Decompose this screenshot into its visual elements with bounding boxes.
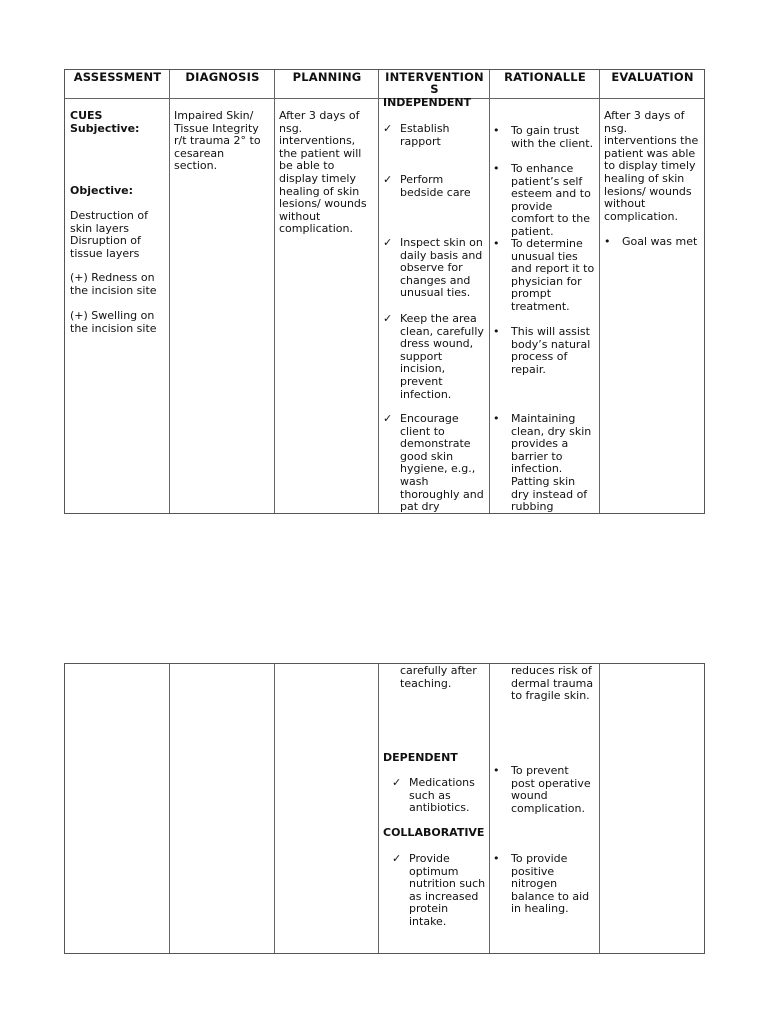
intervention-line: Keep the area [400, 312, 477, 325]
rationale-line: Maintaining [511, 412, 576, 425]
rationale-item [493, 326, 598, 376]
intervention-line: daily basis and [400, 248, 483, 262]
rationale-line: balance to aid [511, 889, 590, 903]
rationale-item [493, 163, 598, 239]
intervention-line: support [400, 349, 443, 363]
planning-line: the patient will [279, 146, 362, 160]
care-plan-table-page2 [64, 663, 705, 954]
bullet-icon: • [493, 764, 500, 777]
rationale-line: To prevent [511, 764, 569, 777]
check-icon: ✓ [383, 173, 393, 186]
intervention-item [383, 413, 488, 514]
bullet-icon: • [493, 237, 500, 250]
header-rationale: RATIONALLE [504, 70, 586, 84]
rationale-line: process of [511, 350, 568, 364]
rationale-line: body’s natural [511, 337, 591, 351]
objective-label: Objective: [70, 184, 134, 197]
rationale-line: complication. [511, 801, 585, 815]
diagnosis-line: section. [174, 159, 218, 173]
rationale-item [493, 125, 598, 150]
intervention-line: carefully after [400, 664, 477, 677]
rationale-line: dry instead of [511, 487, 588, 501]
rationale-line: To provide [511, 852, 568, 865]
intervention-line: bedside care [400, 185, 471, 199]
intervention-item [392, 777, 488, 815]
intervention-line: clean, carefully [400, 324, 484, 338]
finding-swelling [70, 310, 168, 335]
evaluation-line: healing of skin [604, 171, 685, 185]
planning-column [275, 664, 379, 953]
intervention-line: demonstrate [400, 437, 471, 451]
intervention-line: unusual ties. [400, 286, 471, 300]
goal-text: Goal was met [622, 235, 698, 248]
rationale-line: clean, dry skin [511, 424, 592, 438]
evaluation-line: lesions/ wounds [604, 184, 692, 198]
objective-line: Disruption of [70, 234, 141, 248]
check-icon: ✓ [383, 122, 393, 135]
objective-line: skin layers [70, 221, 129, 235]
intervention-line: teaching. [400, 676, 452, 690]
evaluation-line: complication. [604, 209, 678, 223]
diagnosis-column [170, 664, 275, 953]
intervention-line: antibiotics. [409, 801, 470, 815]
header-diagnosis: DIAGNOSIS [185, 70, 260, 84]
rationale-line: patient. [511, 224, 554, 238]
rationale-line: To enhance [511, 162, 574, 175]
planning-line: be able to [279, 159, 335, 173]
diagnosis-line: Impaired Skin/ [174, 109, 254, 122]
intervention-line: Medications [409, 776, 475, 789]
rationale-line: post operative [511, 776, 591, 790]
rationale-line: infection. [511, 462, 563, 476]
rationale-line: Patting skin [511, 474, 576, 488]
check-icon: ✓ [392, 776, 402, 789]
rationale-line: physician for [511, 274, 582, 288]
rationale-line: patient’s self [511, 174, 583, 188]
intervention-line: Inspect skin on [400, 236, 483, 249]
intervention-line: client to [400, 424, 445, 438]
objective-findings [70, 210, 168, 260]
intervention-line: nutrition such [409, 877, 486, 891]
planning-line: without [279, 209, 321, 223]
intervention-item [383, 174, 488, 199]
intervention-line: dress wound, [400, 337, 474, 351]
check-icon: ✓ [383, 412, 393, 425]
intervention-item [383, 123, 488, 148]
evaluation-column [600, 664, 705, 953]
evaluation-line: without [604, 197, 646, 211]
intervention-continuation [400, 665, 490, 690]
finding-line: the incision site [70, 283, 157, 297]
intervention-line: optimum [409, 864, 459, 878]
header-assessment: ASSESSMENT [73, 70, 162, 84]
rationale-item [493, 413, 598, 514]
bullet-icon: • [493, 124, 500, 137]
objective-block [70, 185, 168, 198]
intervention-line: pat dry [400, 500, 440, 514]
rationale-line: to fragile skin. [511, 689, 590, 703]
header-planning: PLANNING [292, 70, 362, 84]
rationale-line: positive [511, 864, 555, 878]
intervention-line: wash [400, 474, 429, 488]
cues-label: CUES [70, 109, 103, 122]
planning-cell [279, 110, 377, 236]
planning-line: nsg. [279, 121, 303, 135]
rationale-line: dermal trauma [511, 676, 594, 690]
intervention-line: incision, [400, 362, 446, 376]
intervention-line: Perform [400, 173, 444, 186]
rationale-item [493, 238, 598, 314]
assessment-column [65, 664, 170, 953]
rationale-continuation [511, 665, 599, 703]
intervention-item [383, 237, 488, 300]
rationale-line: unusual ties [511, 249, 578, 263]
intervention-line: protein [409, 902, 449, 916]
subjective-label: Subjective: [70, 121, 140, 135]
intervention-line: Encourage [400, 412, 459, 425]
rationale-line: To determine [511, 237, 583, 250]
intervention-line: observe for [400, 261, 463, 275]
planning-line: display timely [279, 171, 356, 185]
diagnosis-line: r/t trauma 2° to [174, 134, 261, 148]
evaluation-line: After 3 days of [604, 109, 685, 122]
finding-line: (+) Redness on [70, 271, 155, 284]
table-header-row [65, 70, 704, 99]
finding-line: the incision site [70, 321, 157, 335]
rationale-line: To gain trust [511, 124, 580, 137]
objective-line: tissue layers [70, 246, 140, 260]
bullet-icon: • [604, 235, 611, 248]
intervention-line: intake. [409, 914, 447, 928]
diagnosis-cell [174, 110, 272, 173]
rationale-line: provides a [511, 437, 569, 451]
evaluation-cell [604, 110, 704, 223]
rationale-line: comfort to the [511, 212, 591, 226]
intervention-item [392, 853, 488, 929]
intervention-line: prevent [400, 374, 443, 388]
intervention-line: hygiene, e.g., [400, 462, 476, 476]
planning-line: interventions, [279, 134, 356, 148]
check-icon: ✓ [392, 852, 402, 865]
intervention-line: infection. [400, 387, 452, 401]
intervention-line: thoroughly and [400, 487, 484, 501]
bullet-icon: • [493, 852, 500, 865]
check-icon: ✓ [383, 312, 393, 325]
rationale-line: in healing. [511, 902, 569, 916]
rationale-line: prompt [511, 287, 552, 301]
intervention-line: changes and [400, 273, 471, 287]
bullet-icon: • [493, 412, 500, 425]
rationale-item [493, 765, 598, 815]
independent-label: INDEPENDENT [383, 96, 472, 109]
intervention-line: Provide [409, 852, 450, 865]
rationale-line: and report it to [511, 262, 595, 276]
header-evaluation: EVALUATION [611, 70, 694, 84]
rationale-line: treatment. [511, 299, 570, 313]
dependent-label: DEPENDENT [383, 751, 458, 764]
rationale-line: nitrogen [511, 877, 558, 891]
evaluation-line: interventions the [604, 134, 699, 148]
collaborative-label: COLLABORATIVE [383, 826, 485, 839]
care-plan-table-page1 [64, 69, 705, 514]
rationale-line: esteem and to [511, 187, 591, 201]
rationale-line: barrier to [511, 449, 563, 463]
evaluation-line: patient was able [604, 146, 696, 160]
intervention-line: Establish [400, 122, 450, 135]
finding-line: (+) Swelling on [70, 309, 155, 322]
rationale-item [493, 853, 598, 916]
rationale-line: wound [511, 789, 548, 803]
rationale-line: This will assist [511, 325, 590, 338]
rationale-line: rubbing [511, 500, 554, 514]
header-interventions: INTERVENTION S [385, 70, 484, 96]
evaluation-line: nsg. [604, 121, 628, 135]
evaluation-line: to display timely [604, 159, 696, 173]
planning-line: complication. [279, 222, 353, 236]
evaluation-goal [604, 236, 704, 249]
intervention-line: rapport [400, 134, 441, 148]
intervention-line: such as [409, 788, 451, 802]
check-icon: ✓ [383, 236, 393, 249]
planning-line: After 3 days of [279, 109, 360, 122]
intervention-line: good skin [400, 449, 454, 463]
intervention-line: as increased [409, 889, 479, 903]
rationale-line: reduces risk of [511, 664, 592, 677]
rationale-line: with the client. [511, 136, 594, 150]
bullet-icon: • [493, 325, 500, 338]
intervention-item [383, 313, 488, 401]
diagnosis-line: cesarean [174, 146, 225, 160]
planning-line: healing of skin [279, 184, 360, 198]
assessment-cell [70, 110, 168, 135]
diagnosis-line: Tissue Integrity [174, 121, 259, 135]
planning-line: lesions/ wounds [279, 197, 367, 211]
finding-redness [70, 272, 168, 297]
bullet-icon: • [493, 162, 500, 175]
objective-line: Destruction of [70, 209, 148, 222]
rationale-line: provide [511, 199, 553, 213]
rationale-line: repair. [511, 362, 546, 376]
